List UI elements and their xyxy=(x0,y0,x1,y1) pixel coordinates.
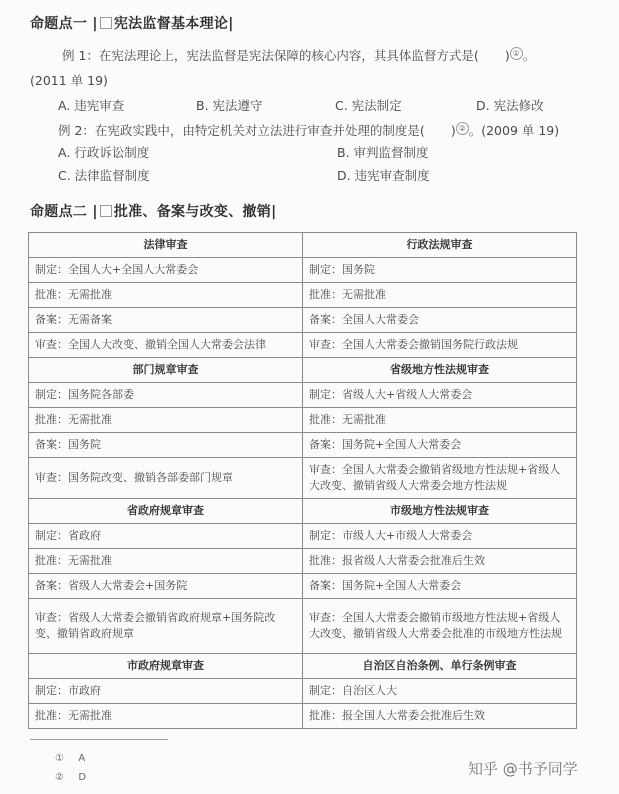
table-row xyxy=(29,433,577,458)
section1-bar-end: | xyxy=(228,16,234,32)
footnote-divider xyxy=(30,739,168,740)
table-cell: 审查：国务院改变、撤销各部委部门规章 xyxy=(29,458,303,499)
q2-stem-paren: ) xyxy=(450,123,456,138)
table-header-cell: 市级地方性法规审查 xyxy=(303,499,577,524)
table-cell: 审查：省级人大常委会撤销省政府规章+国务院改变、撤销省政府规章 xyxy=(29,599,303,654)
table-row xyxy=(29,258,577,283)
table-cell: 制定：省政府 xyxy=(29,524,303,549)
q2-option-d: D. 违宪审查制度 xyxy=(337,168,430,183)
table-cell: 审查：全国人大常委会撤销国务院行政法规 xyxy=(303,333,577,358)
q2-stem-text: 例 2：在宪政实践中，由特定机关对立法进行审查并处理的制度是( xyxy=(58,123,425,138)
table-header-cell: 省级地方性法规审查 xyxy=(303,358,577,383)
section1-subtitle: 宪法监督基本理论 xyxy=(113,16,229,32)
table-row xyxy=(29,283,577,308)
section1-heading xyxy=(30,13,234,33)
q1-option-b: B. 宪法遵守 xyxy=(196,98,263,113)
section2-heading xyxy=(30,201,277,221)
section1-title: 命题点一 xyxy=(30,16,88,32)
table-header-cell: 部门规章审查 xyxy=(29,358,303,383)
table-cell: 批准：无需批准 xyxy=(303,408,577,433)
table-header-row xyxy=(29,499,577,524)
table-cell: 批准：报全国人大常委会批准后生效 xyxy=(303,704,577,729)
table-cell: 审查：全国人大常委会撤销省级地方性法规+省级人大改变、撤销省级人大常委会地方性法规 xyxy=(303,458,577,499)
table-cell: 备案：国务院+全国人大常委会 xyxy=(303,574,577,599)
table-cell: 制定：市政府 xyxy=(29,679,303,704)
table-cell: 备案：全国人大常委会 xyxy=(303,308,577,333)
section2-subtitle: 批准、备案与改变、撤销 xyxy=(113,204,272,220)
table-cell: 批准：无需批准 xyxy=(303,283,577,308)
table-header-row xyxy=(29,654,577,679)
table-row xyxy=(29,458,577,499)
footnote-2 xyxy=(55,772,86,783)
table-row xyxy=(29,704,577,729)
table-row xyxy=(29,599,577,654)
footnote-1-mark: ① xyxy=(55,753,64,764)
table-header-cell: 市政府规章审查 xyxy=(29,654,303,679)
table-row xyxy=(29,383,577,408)
q1-option-a: A. 违宪审查 xyxy=(58,98,125,113)
q1-stem-paren: ) xyxy=(504,48,510,63)
q1-source: (2011 单 19) xyxy=(30,73,108,88)
table-header-row xyxy=(29,358,577,383)
footnote-2-answer: D xyxy=(78,772,87,783)
table-header-cell: 省政府规章审查 xyxy=(29,499,303,524)
review-table xyxy=(28,232,577,729)
table-cell: 制定：全国人大+全国人大常委会 xyxy=(29,258,303,283)
table-cell: 备案：省级人大常委会+国务院 xyxy=(29,574,303,599)
section2-title: 命题点二 xyxy=(30,204,88,220)
q1-stem xyxy=(62,46,535,64)
table-cell: 批准：无需批准 xyxy=(29,549,303,574)
table-cell: 批准：报省级人大常委会批准后生效 xyxy=(303,549,577,574)
q1-stem-tail: 。 xyxy=(522,48,536,63)
q2-option-b: B. 审判监督制度 xyxy=(337,145,429,160)
q1-option-c: C. 宪法制定 xyxy=(335,98,402,113)
table-header-row xyxy=(29,233,577,258)
q1-stem-text: 例 1：在宪法理论上，宪法监督是宪法保障的核心内容，其具体监督方式是( xyxy=(62,48,479,63)
footnote-ref-1[interactable]: ① xyxy=(510,47,523,60)
table-row xyxy=(29,408,577,433)
q2-stem-tail: 。(2009 单 19) xyxy=(468,123,560,138)
table-header-cell: 法律审查 xyxy=(29,233,303,258)
table-cell: 审查：全国人大常委会撤销市级地方性法规+省级人大改变、撤销省级人大常委会批准的市级地方性法规 xyxy=(303,599,577,654)
table-row xyxy=(29,308,577,333)
square-icon xyxy=(100,205,112,217)
footnote-2-mark: ② xyxy=(55,772,64,783)
table-header-cell: 自治区自治条例、单行条例审查 xyxy=(303,654,577,679)
table-cell: 批准：无需批准 xyxy=(29,704,303,729)
footnote-ref-2[interactable]: ② xyxy=(456,122,469,135)
table-cell: 制定：省级人大+省级人大常委会 xyxy=(303,383,577,408)
table-cell: 批准：无需批准 xyxy=(29,283,303,308)
table-header-cell: 行政法规审查 xyxy=(303,233,577,258)
footnote-1-answer: A xyxy=(78,753,86,764)
table-cell: 制定：国务院 xyxy=(303,258,577,283)
table-row xyxy=(29,549,577,574)
footnote-1 xyxy=(55,753,85,764)
table-row xyxy=(29,679,577,704)
table-cell: 备案：国务院 xyxy=(29,433,303,458)
table-cell: 审查：全国人大改变、撤销全国人大常委会法律 xyxy=(29,333,303,358)
table-cell: 制定：国务院各部委 xyxy=(29,383,303,408)
section2-bar: | xyxy=(92,204,98,220)
q1-option-d: D. 宪法修改 xyxy=(476,98,544,113)
q2-stem xyxy=(58,121,559,139)
table-cell: 制定：自治区人大 xyxy=(303,679,577,704)
table-cell: 批准：无需批准 xyxy=(29,408,303,433)
table-row xyxy=(29,524,577,549)
table-row xyxy=(29,574,577,599)
square-icon xyxy=(100,17,112,29)
table-cell: 备案：无需备案 xyxy=(29,308,303,333)
table-cell: 制定：市级人大+市级人大常委会 xyxy=(303,524,577,549)
q2-option-a: A. 行政诉讼制度 xyxy=(58,145,150,160)
table-row xyxy=(29,333,577,358)
watermark: 知乎 @书予同学 xyxy=(468,760,578,778)
q2-option-c: C. 法律监督制度 xyxy=(58,168,150,183)
table-cell: 备案：国务院+全国人大常委会 xyxy=(303,433,577,458)
section2-bar-end: | xyxy=(271,204,277,220)
section1-bar: | xyxy=(92,16,98,32)
